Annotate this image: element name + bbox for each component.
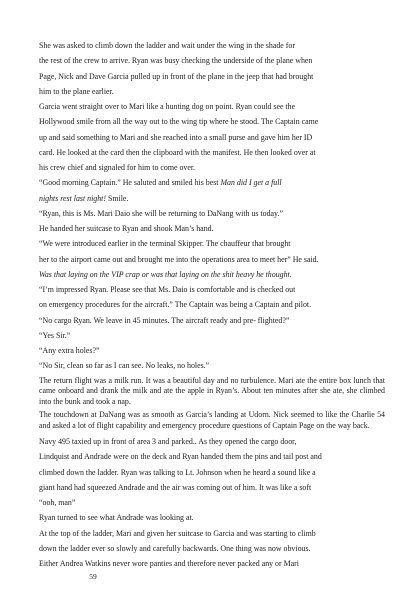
text-line: the rest of the crew to arrive. Ryan was busy checking the underside of the plane when xyxy=(39,56,313,66)
text-line: Garcia went straight over to Mari like a hunting dog on point. Ryan could see the xyxy=(39,102,296,111)
dialogue-text: “Good morning Captain.” He saluted and smiled his best xyxy=(39,178,221,188)
text-line: “Yes Sir.” xyxy=(39,330,71,340)
text-line: giant hand had squeezed Andrade and the air was coming out of him. It was like a soft xyxy=(39,482,312,492)
text-line: Either Andrea Watkins never wore panties and therefore never packed any or Mari xyxy=(39,559,299,568)
text-line: down the ladder ever so slowly and carefully backwards. One thing was now obvious. xyxy=(39,543,311,553)
text-line: him to the plane earlier. xyxy=(39,86,114,96)
text-line: Ryan turned to see what Andrade was looking at. xyxy=(39,513,194,523)
text-line: At the top of the ladder, Mari and given her suitcase to Garcia and was starting to climb xyxy=(39,528,316,538)
text-line: “No cargo Ryan. We leave in 45 minutes. The aircraft ready and pre- flighted?” xyxy=(39,315,290,325)
text-line: Lindquist and Andrade were on the deck and Ryan handed them the pins and tail post and xyxy=(39,452,322,462)
text-line: He handed her suitcase to Ryan and shook Man’s hand. xyxy=(39,224,214,233)
inner-thought-text: Man did I get a full xyxy=(220,178,282,188)
text-line: her to the airport came out and brought me into the operations area to meet her” He said. xyxy=(39,254,319,264)
text-line: up and said something to Mari and she reached into a small purse and gave him her ID xyxy=(39,132,313,142)
text-line: “We were introduced earlier in the terminal Skipper. The chauffeur that brought xyxy=(39,239,291,249)
text-line: Hollywood smile from all the way out to the wing tip where he stood. The Captain came xyxy=(39,117,319,127)
text-line: Page, Nick and Dave Garcia pulled up in front of the plane in the jeep that had brought xyxy=(39,71,314,81)
inner-thought-line xyxy=(39,267,385,282)
paragraph-touchdown: The touchdown at DaNang was as smooth as Garcia’s landing at Udorn. Nick seemed to like the Charlie 54 and asked a lot of flight capability and emergency procedure questions of Captain Page on the way back. xyxy=(39,410,385,430)
inner-thought-text: nights rest last night! xyxy=(39,193,107,203)
text-line: his crew chief and signaled for him to come over. xyxy=(39,163,196,172)
text-line-mixed xyxy=(39,175,385,190)
text-line: “Any extra holes?” xyxy=(39,346,100,355)
text-line: “Ryan, this is Ms. Mari Daio she will be returning to DaNang with us today.” xyxy=(39,208,283,218)
paragraph-return-flight: The return flight was a milk run. It was a beautiful day and no turbulence. Mari ate the entire box lunch that came onboard and drank the milk and ate the apple in Ryan’s. About ten minutes after she ate, she climbed into the bunk and took a nap. xyxy=(39,375,385,406)
text-line: “ooh, man” xyxy=(39,498,76,507)
text-line: climbed down the ladder. Ryan was talking to Lt. Johnson when he heard a sound like a xyxy=(39,467,316,477)
text-line: “No Sir, clean so far as I can see. No leaks, no holes.” xyxy=(39,361,210,371)
text-line: on emergency procedures for the aircraft.” The Captain was being a Captain and pilot. xyxy=(39,300,312,310)
page-number: 59 xyxy=(89,572,97,581)
narration-text: Smile. xyxy=(106,193,129,203)
text-line: She was asked to climb down the ladder and wait under the wing in the shade for xyxy=(39,41,295,50)
text-line: Navy 495 taxied up in front of area 3 and parked.. As they opened the cargo door, xyxy=(39,437,297,446)
body-text xyxy=(39,38,385,571)
inner-thought-text: Was that laying on the VIP crap or was that laying on the shit heavy he thought. xyxy=(39,269,292,279)
text-line: “I’m impressed Ryan. Please see that Ms. Daio is comfortable and is checked out xyxy=(39,285,296,294)
text-line: card. He looked at the card then the clipboard with the manifest. He then looked over at xyxy=(39,147,316,157)
text-line-mixed xyxy=(39,191,385,206)
